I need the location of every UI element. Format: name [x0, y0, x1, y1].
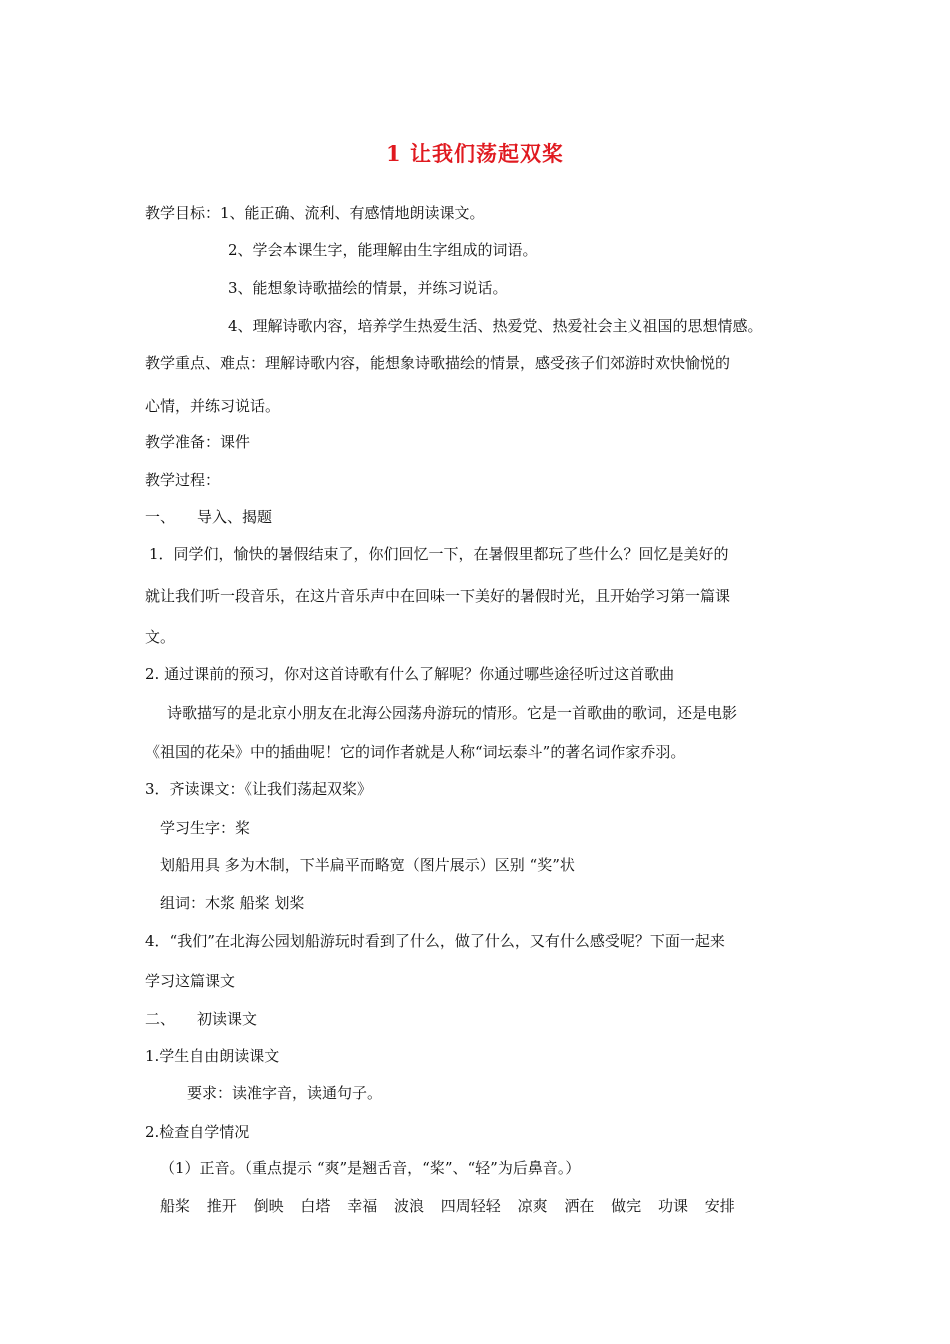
paragraph-line: 学习生字：桨 [160, 819, 251, 837]
paragraph-line: 划船用具 多为木制，下半扁平而略宽（图片展示）区别 “奖”状 [160, 856, 575, 874]
word-item: 凉爽 [517, 1197, 548, 1215]
paragraph-line: 组词：木浆 船桨 划桨 [160, 894, 305, 912]
word-list [160, 1196, 735, 1216]
paragraph-line: 2. 通过课前的预习，你对这首诗歌有什么了解呢？你通过哪些途径听过这首歌曲 [145, 665, 675, 683]
process-heading: 教学过程： [145, 471, 221, 489]
objective-line-1: 教学目标：1、能正确、流利、有感情地朗读课文。 [145, 204, 485, 222]
lesson-title: 1 让我们荡起双桨 [386, 141, 564, 166]
paragraph-line: 4．“我们”在北海公园划船游玩时看到了什么，做了什么，又有什么感受呢？下面一起来 [145, 932, 725, 950]
word-item: 幸福 [347, 1197, 378, 1215]
key-points-line-1: 教学重点、难点：理解诗歌内容，能想象诗歌描绘的情景，感受孩子们郊游时欢快愉悦的 [145, 354, 731, 372]
word-item: 白塔 [300, 1197, 331, 1215]
section-two-title: 初读课文 [197, 1010, 258, 1028]
key-points-line-2: 心情，并练习说话。 [145, 397, 281, 415]
word-item: 倒映 [253, 1197, 284, 1215]
section-two-number: 二、 [145, 1010, 176, 1028]
paragraph-line: 诗歌描写的是北京小朋友在北海公园荡舟游玩的情形。它是一首歌曲的歌词，还是电影 [167, 704, 738, 722]
paragraph-line: （1）正音。（重点提示 “爽”是翘舌音，“桨”、“轻”为后鼻音。） [160, 1159, 581, 1177]
paragraph-line: 1.学生自由朗读课文 [145, 1047, 280, 1065]
preparation-line: 教学准备：课件 [145, 433, 251, 451]
paragraph-line: 学习这篇课文 [145, 972, 236, 990]
objective-line-3: 3、能想象诗歌描绘的情景，并练习说话。 [228, 279, 508, 297]
word-item: 推开 [206, 1197, 237, 1215]
word-item: 安排 [704, 1197, 735, 1215]
word-item: 功课 [657, 1197, 688, 1215]
word-item: 四周轻轻 [440, 1197, 501, 1215]
section-one-title: 导入、揭题 [197, 508, 273, 526]
word-item: 做完 [611, 1197, 642, 1215]
paragraph-line: 《祖国的花朵》中的插曲呢！它的词作者就是人称“词坛泰斗”的著名词作家乔羽。 [145, 743, 686, 761]
paragraph-line: 就让我们听一段音乐，在这片音乐声中在回味一下美好的暑假时光，且开始学习第一篇课 [145, 587, 731, 605]
word-item: 洒在 [564, 1197, 595, 1215]
section-one-number: 一、 [145, 508, 176, 526]
word-item: 波浪 [393, 1197, 424, 1215]
objective-line-2: 2、学会本课生字，能理解由生字组成的词语。 [228, 241, 538, 259]
section-two-heading [145, 1009, 257, 1029]
paragraph-line: 2.检查自学情况 [145, 1123, 250, 1141]
word-item: 船桨 [160, 1197, 191, 1215]
section-one-heading [145, 507, 272, 527]
paragraph-line: 文。 [145, 628, 176, 646]
paragraph-line: 3．齐读课文：《让我们荡起双桨》 [145, 780, 373, 798]
paragraph-line: 要求：读准字音，读通句子。 [187, 1084, 383, 1102]
paragraph-line: 1．同学们，愉快的暑假结束了，你们回忆一下，在暑假里都玩了些什么？回忆是美好的 [149, 545, 729, 563]
objective-line-4: 4、理解诗歌内容，培养学生热爱生活、热爱党、热爱社会主义祖国的思想情感。 [228, 317, 763, 335]
